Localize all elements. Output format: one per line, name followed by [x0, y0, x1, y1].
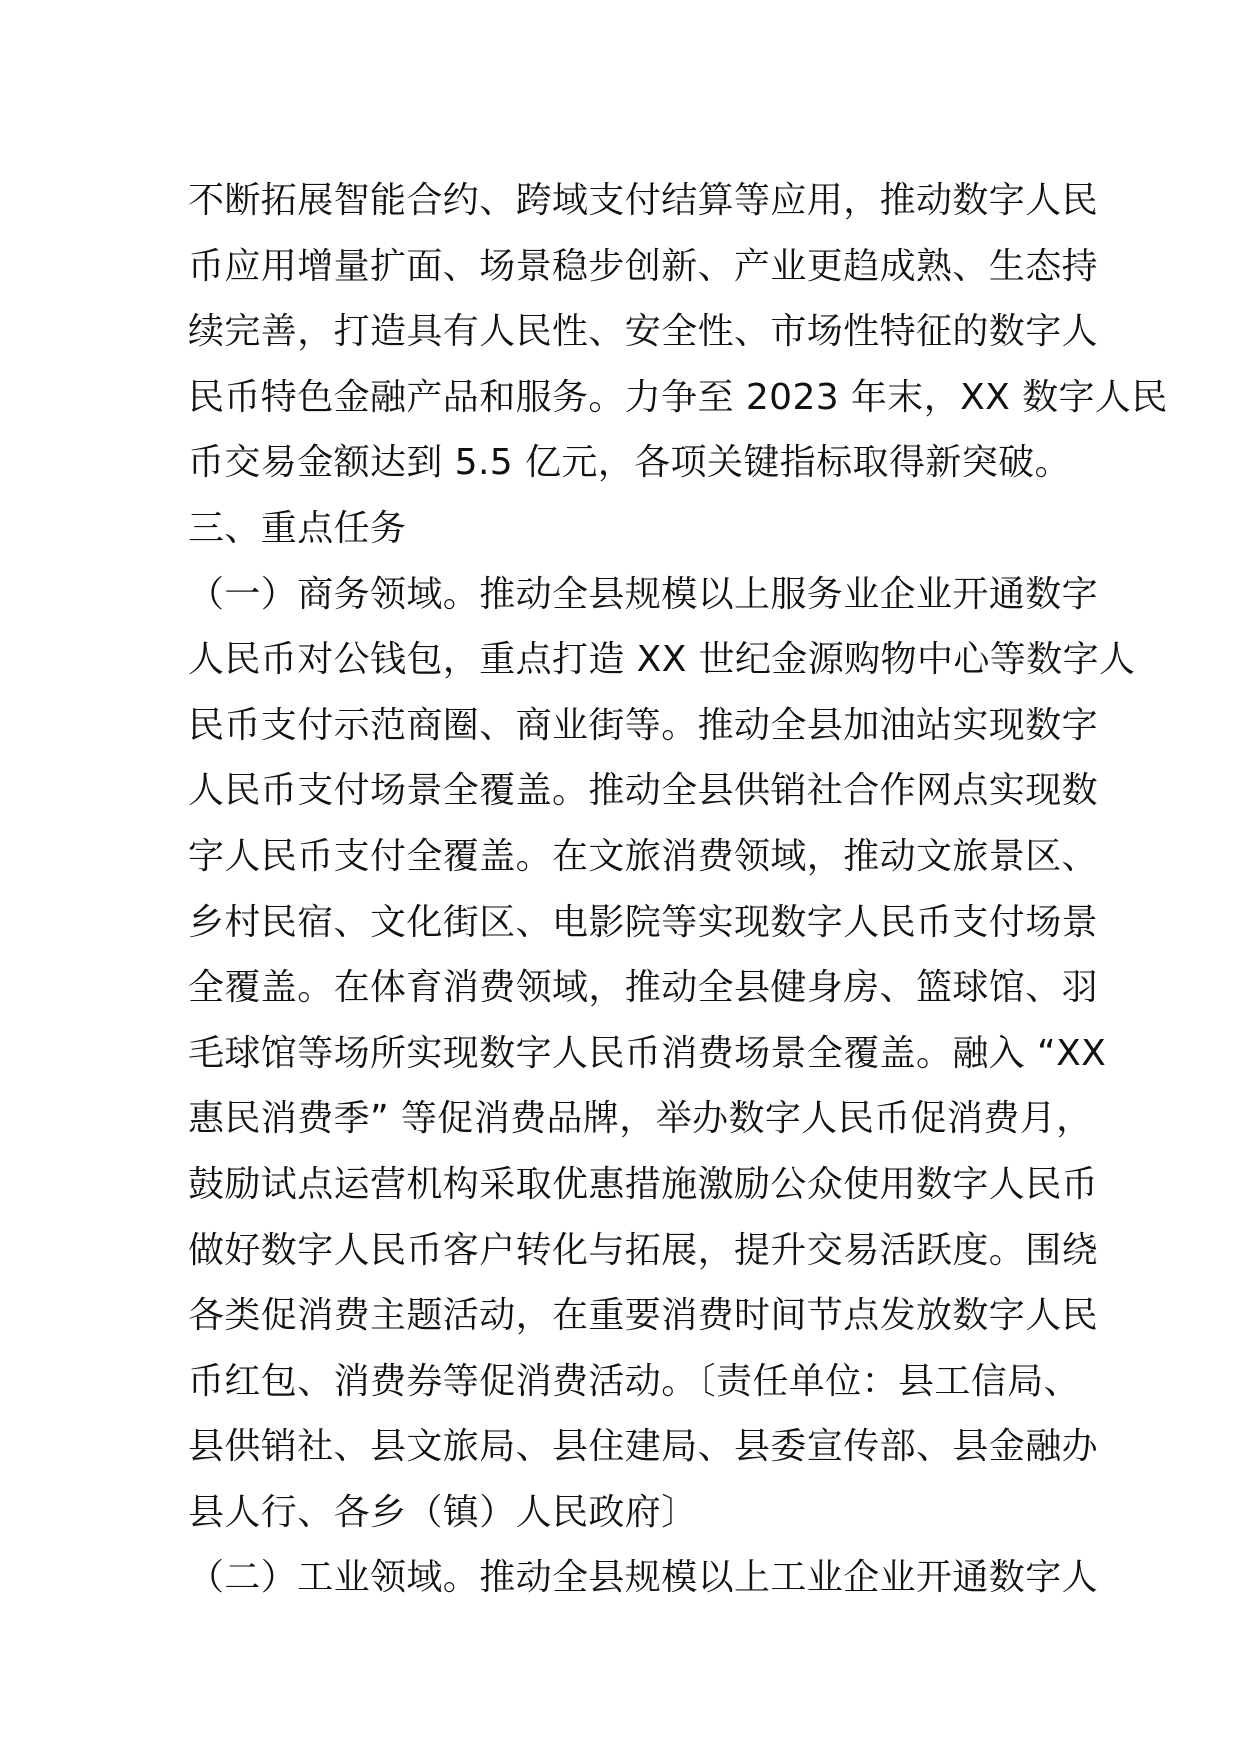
text-line: 乡村民宿、文化街区、电影院等实现数字人民币支付场景	[188, 901, 1099, 943]
text-line: 人民币对公钱包，重点打造 XX 世纪金源购物中心等数字人	[188, 639, 1136, 681]
text-line: 各类促消费主题活动，在重要消费时间节点发放数字人民	[188, 1295, 1099, 1337]
text-line: 字人民币支付全覆盖。在文旅消费领域，推动文旅景区、	[188, 835, 1099, 877]
text-line: 币红包、消费券等促消费活动。〔责任单位：县工信局、	[188, 1360, 1081, 1402]
subsection-heading-line: （二）工业领域。推动全县规模以上工业企业开通数字人	[188, 1557, 1099, 1599]
text-line: 县人行、各乡（镇）人民政府〕	[188, 1491, 698, 1533]
text-line: 毛球馆等场所实现数字人民币消费场景全覆盖。融入 “XX	[188, 1032, 1107, 1074]
subsection-heading-line: （一）商务领域。推动全县规模以上服务业企业开通数字	[188, 573, 1099, 615]
document-body	[188, 168, 1168, 1611]
text-line: 鼓励试点运营机构采取优惠措施激励公众使用数字人民币	[188, 1163, 1099, 1205]
text-line: 做好数字人民币客户转化与拓展，提升交易活跃度。围绕	[188, 1229, 1099, 1271]
text-line: 续完善，打造具有人民性、安全性、市场性特征的数字人	[188, 311, 1099, 353]
text-line: 人民币支付场景全覆盖。推动全县供销社合作网点实现数	[188, 770, 1099, 812]
text-line: 不断拓展智能合约、跨域支付结算等应用，推动数字人民	[188, 180, 1099, 221]
text-line: 币交易金额达到 5.5 亿元，各项关键指标取得新突破。	[188, 442, 1071, 484]
text-line: 民币特色金融产品和服务。力争至 2023 年末，XX 数字人民	[188, 376, 1168, 418]
text-line: 民币支付示范商圈、商业街等。推动全县加油站实现数字	[188, 704, 1099, 746]
section-heading: 三、重点任务	[188, 507, 407, 549]
text-line: 全覆盖。在体育消费领域，推动全县健身房、篮球馆、羽	[188, 967, 1099, 1009]
text-line: 县供销社、县文旅局、县住建局、县委宣传部、县金融办	[188, 1426, 1099, 1468]
text-line: 币应用增量扩面、场景稳步创新、产业更趋成熟、生态持	[188, 245, 1099, 287]
text-line: 惠民消费季” 等促消费品牌，举办数字人民币促消费月，	[188, 1098, 1093, 1140]
